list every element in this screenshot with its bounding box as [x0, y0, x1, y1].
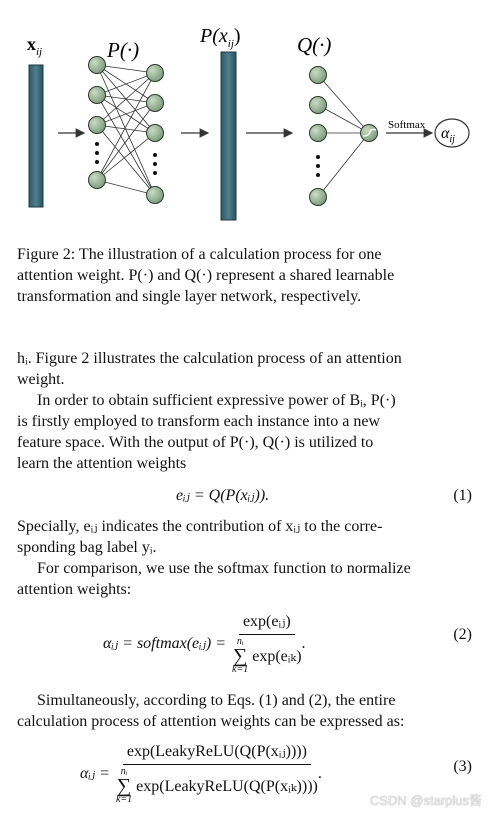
eq2-fraction	[232, 611, 302, 675]
caption-line-1: Figure 2: The illustration of a calculation process for one	[17, 246, 382, 263]
eq3-denominator: exp(LeakyReLU(Q(P(xᵢₖ))))	[136, 777, 318, 795]
para5-line-1: Simultaneously, according to Eqs. (1) and (2), the entire	[37, 692, 396, 709]
label-q: Q(·)	[297, 33, 332, 57]
eq3-fraction	[116, 741, 318, 805]
caption-line-3: transformation and single layer network, respectively.	[17, 288, 362, 305]
label-p: P(·)	[107, 38, 140, 62]
para3-line-2: sponding bag label yᵢ.	[17, 539, 157, 556]
input-vector-bar	[29, 65, 43, 207]
equation-2	[103, 611, 306, 675]
para5-line-2: calculation process of attention weights can be expressed as:	[17, 713, 405, 730]
caption-line-2: attention weight. P(·) and Q(·) represent a shared learnable	[17, 267, 395, 284]
para3-line-1: Specially, eᵢⱼ indicates the contribution of xᵢⱼ to the corre-	[17, 518, 383, 535]
eq3-sum: nᵢ ∑ k=1	[115, 766, 133, 805]
label-p-x-ij: $P(x_{ij})$	[200, 25, 241, 50]
attention-weight-figure	[0, 0, 496, 235]
eq3-tail: .	[317, 764, 322, 782]
para4-line-1: For comparison, we use the softmax function to normalize	[37, 560, 411, 577]
equation-3-number: (3)	[453, 758, 472, 775]
p-network-edges	[97, 65, 155, 195]
equation-1-number: (1)	[453, 487, 472, 504]
ellipsis-dots	[95, 142, 320, 177]
equation-2-number: (2)	[453, 626, 472, 643]
watermark: CSDN @starplus酱	[369, 793, 482, 808]
eq2-numerator: exp(eᵢⱼ)	[239, 611, 295, 635]
label-softmax: Softmax	[388, 119, 426, 131]
label-x-ij: $x_{ij}$	[27, 34, 43, 58]
para1-line-2: weight.	[17, 371, 65, 388]
eq3-lhs: αᵢⱼ =	[80, 764, 110, 782]
transformed-vector-bar	[221, 52, 236, 220]
para1-line-1: hᵢ. Figure 2 illustrates the calculation process of an attention	[17, 350, 402, 367]
label-alpha: $\alpha_{ij}$	[441, 125, 455, 145]
para2-line-4: learn the attention weights	[17, 455, 187, 472]
para4-line-2: attention weights:	[17, 581, 132, 598]
equation-1: eᵢⱼ = Q(P(xᵢⱼ)).	[176, 487, 270, 504]
para2-line-1: In order to obtain sufficient expressive power of Bᵢ, P(·)	[37, 392, 396, 409]
eq2-lhs: αᵢⱼ = softmax(eᵢⱼ) =	[103, 634, 227, 652]
eq3-numerator: exp(LeakyReLU(Q(P(xᵢⱼ))))	[123, 741, 311, 765]
para2-line-2: is firstly employed to transform each instance into a new	[17, 413, 381, 430]
eq2-tail: .	[301, 634, 306, 652]
eq2-denominator: exp(eᵢₖ)	[252, 647, 302, 665]
equation-3	[80, 741, 322, 805]
eq2-sum: nᵢ ∑ k=1	[232, 636, 249, 675]
para2-line-3: feature space. With the output of P(·), Q(·) is utilized to	[17, 434, 374, 451]
